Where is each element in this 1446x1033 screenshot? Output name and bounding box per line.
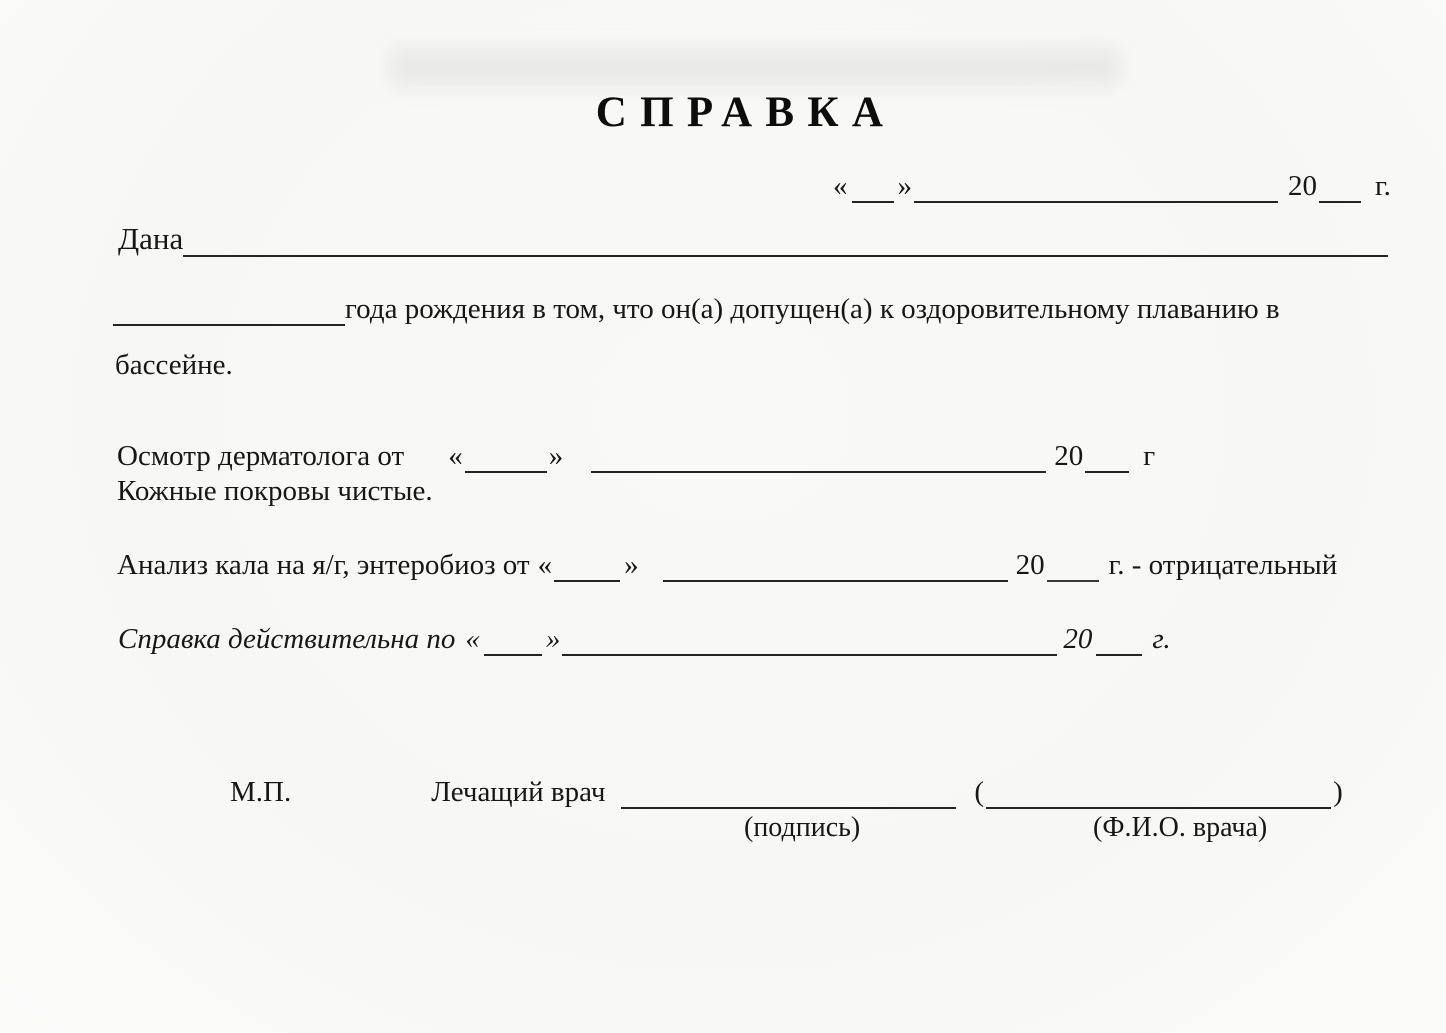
- skin-line: [117, 475, 433, 508]
- derm-year-blank: [1085, 464, 1129, 473]
- derm-year-suffix: г: [1143, 440, 1156, 472]
- open-paren: (: [974, 776, 985, 808]
- derm-year-prefix: 20: [1054, 440, 1084, 472]
- issue-year-prefix: 20: [1288, 170, 1317, 202]
- open-quote: «: [465, 623, 480, 655]
- validity-year-prefix: 20: [1063, 623, 1093, 655]
- analysis-year-blank: [1047, 573, 1099, 582]
- issue-day-blank: [852, 194, 894, 203]
- skin-text: Кожные покровы чистые.: [117, 475, 433, 507]
- issued-to-label: Дана: [118, 221, 184, 256]
- analysis-day-blank: [554, 573, 620, 582]
- analysis-month-blank: [663, 573, 1008, 582]
- close-quote: »: [545, 623, 561, 655]
- birth-year-text: года рождения в том, что он(а) допущен(а) к оздоровительному плаванию в: [345, 293, 1280, 325]
- birth-year-blank: [113, 317, 345, 326]
- issued-to-line: [118, 221, 1388, 257]
- validity-year-blank: [1096, 647, 1142, 656]
- validity-label: Справка действительна по: [118, 623, 456, 655]
- dermatologist-line: [117, 440, 1155, 473]
- validity-year-suffix: г.: [1152, 623, 1171, 655]
- analysis-result-text: г. - отрицательный: [1108, 549, 1338, 581]
- analysis-label: Анализ кала на я/г, энтеробиоз от: [117, 549, 530, 581]
- open-quote: «: [537, 549, 553, 581]
- validity-line: [118, 623, 1171, 656]
- derm-day-blank: [465, 464, 547, 473]
- open-quote: «: [448, 440, 463, 472]
- issue-year-blank: [1319, 194, 1361, 203]
- scan-bleed-artifact: [390, 48, 1120, 86]
- signature-line: [230, 776, 1343, 809]
- document-title: СПРАВКА: [595, 89, 897, 136]
- close-paren: ): [1333, 776, 1343, 808]
- pool-text: бассейне.: [115, 349, 233, 381]
- issue-year-suffix: г.: [1375, 170, 1391, 202]
- issued-to-name-blank: [183, 248, 1388, 257]
- issue-month-blank: [914, 194, 1278, 203]
- stamp-placeholder-label: М.П.: [230, 776, 292, 808]
- open-quote: «: [833, 170, 848, 202]
- signature-caption: (подпись): [744, 812, 861, 843]
- close-quote: »: [548, 440, 564, 472]
- close-quote: »: [897, 170, 912, 202]
- doctor-name-blank: [986, 800, 1331, 809]
- validity-month-blank: [562, 647, 1057, 656]
- close-quote: »: [624, 549, 639, 581]
- birth-year-line: [113, 293, 1280, 326]
- attending-doctor-label: Лечащий врач: [431, 776, 606, 808]
- dermatologist-label: Осмотр дерматолога от: [117, 440, 405, 472]
- analysis-year-prefix: 20: [1015, 549, 1045, 581]
- derm-month-blank: [591, 464, 1046, 473]
- validity-day-blank: [484, 647, 542, 656]
- doctor-name-caption: (Ф.И.О. врача): [1093, 812, 1268, 843]
- pool-line: [115, 349, 233, 382]
- signature-blank: [621, 800, 956, 809]
- analysis-line: [117, 549, 1337, 582]
- issue-date-line: [833, 170, 1391, 203]
